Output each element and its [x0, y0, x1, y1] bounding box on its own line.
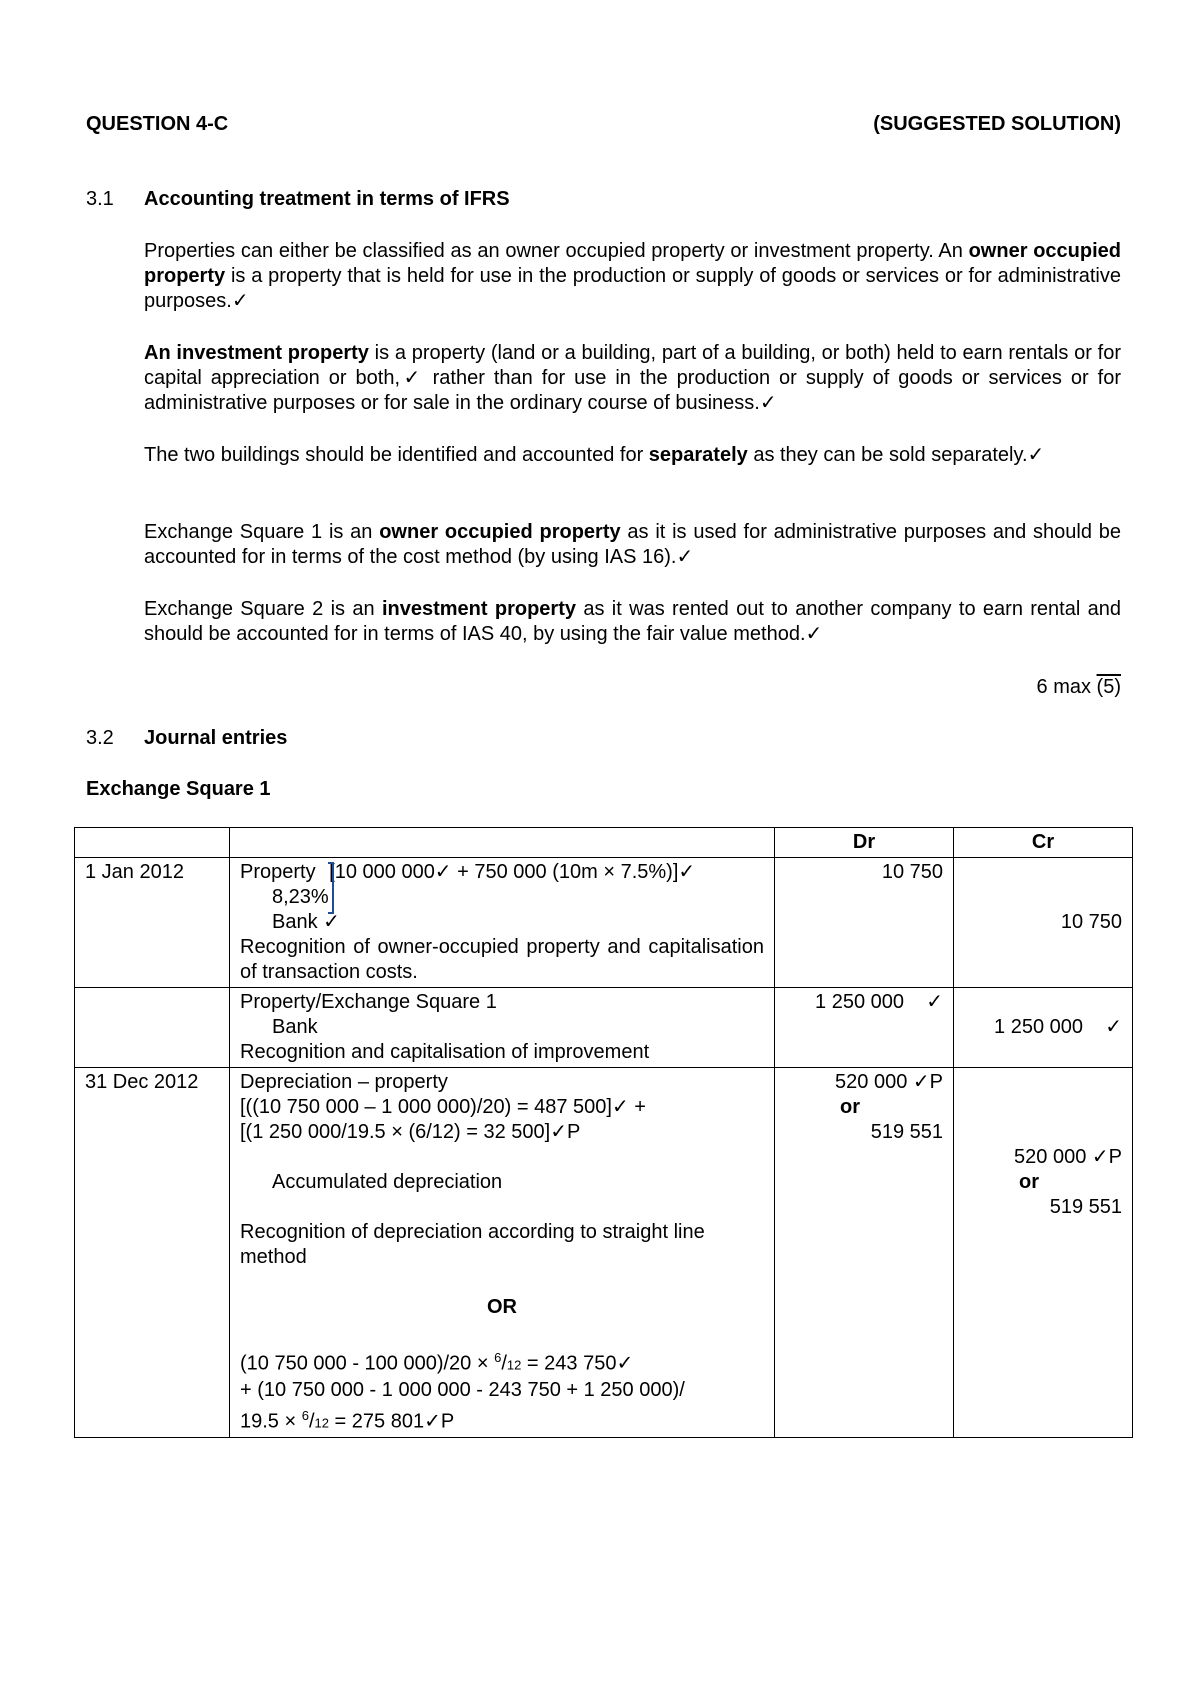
row1-narration: Recognition of owner-occupied property and capitalisation of transaction costs.: [240, 936, 764, 983]
p4-bold: owner occupied property: [379, 521, 621, 543]
p1-bold: owner occupied property: [144, 240, 1121, 287]
alt1-numerator: 6: [494, 1350, 502, 1365]
p3-text-a: The two buildings should be identified and accounted for: [144, 444, 649, 466]
alt1-text-b: = 243 750✓: [521, 1352, 634, 1375]
p1-text-a: Properties can either be classified as an owner occupied property or investment property. An: [144, 240, 969, 262]
table-row: [75, 988, 1133, 1068]
mark-value: (5): [1096, 676, 1121, 698]
header-date-cell: [75, 828, 230, 858]
alt3-text-b: = 275 801✓P: [328, 1410, 455, 1433]
row2-cr: 1 250 000 ✓: [994, 1016, 1122, 1038]
row3-narration: Recognition of depreciation according to straight line method: [240, 1221, 705, 1268]
row3-dr-cell: [775, 1068, 954, 1438]
p5-bold: investment property: [381, 598, 576, 620]
solution-label: (SUGGESTED SOLUTION): [873, 113, 1121, 135]
row1-account: Property: [240, 861, 322, 883]
row2-date: [75, 988, 230, 1068]
row3-dr-or: or: [840, 1096, 860, 1118]
paragraph-classification: [144, 239, 1121, 314]
section-title-3-2: Journal entries: [144, 727, 288, 749]
alt1-text-a: (10 750 000 - 100 000)/20 ×: [240, 1352, 495, 1375]
row3-account: Depreciation – property: [240, 1071, 448, 1093]
mark-prefix: 6 max: [1036, 676, 1097, 698]
paragraph-investment-property: [144, 341, 1121, 416]
row3-calc-1: [((10 750 000 – 1 000 000)/20) = 487 500]✓ +: [240, 1096, 646, 1118]
row2-account: Property/Exchange Square 1: [240, 991, 497, 1013]
header-description-cell: [230, 828, 775, 858]
section-mark: [1037, 676, 1121, 699]
subtitle-exchange-square-1: Exchange Square 1: [86, 778, 271, 800]
row3-cr-main: 520 000 ✓P: [1014, 1146, 1122, 1168]
row2-credit-account: Bank: [272, 1016, 318, 1038]
p3-bold: separately: [648, 444, 748, 466]
section-title-3-1: Accounting treatment in terms of IFRS: [144, 188, 510, 210]
header-cr: Cr: [954, 828, 1133, 858]
row3-cr-alt: 519 551: [1049, 1196, 1122, 1218]
section-number-3-2: 3.2: [86, 727, 114, 749]
row1-percentage: 8,23%: [272, 886, 329, 908]
p4-text-b: as it is used for administrative purposes and should be accounted for in terms of the cost method (by using IAS 16).✓: [144, 521, 1122, 568]
row2-cr-cell: [954, 988, 1133, 1068]
alt3-numerator: 6: [301, 1407, 309, 1423]
p3-text-b: as they can be sold separately.✓: [747, 444, 1045, 466]
paragraph-exchange-square-1: [144, 520, 1121, 570]
row3-dr-main: 520 000 ✓P: [835, 1071, 943, 1093]
row3-cr-cell: [954, 1068, 1133, 1438]
p4-text-a: Exchange Square 1 is an: [144, 521, 380, 543]
header-dr: Dr: [775, 828, 954, 858]
row3-description: [230, 1068, 775, 1438]
alt1-separator: /: [501, 1352, 507, 1375]
paragraph-separately: [144, 443, 1121, 468]
p2-text: is a property (land or a building, part of a building, or both) held to earn rentals or for capital appreciation or both,✓ rather than for use in the production or supply of goods or services or for administrative purposes or for sale in the ordinary course of business.✓: [144, 342, 1122, 414]
p5-text-b: as it was rented out to another company to earn rental and should be accounted for in terms of IAS 40, by using the fair value method.✓: [144, 598, 1122, 645]
row3-alt-2: + (10 750 000 - 1 000 000 - 243 750 + 1 250 000)/: [240, 1378, 685, 1401]
row1-calc: [10 000 000✓ + 750 000 (10m × 7.5%)]✓: [329, 861, 696, 883]
row3-alt-3: [240, 1403, 764, 1436]
row3-cr-or: or: [1019, 1171, 1039, 1193]
question-title: QUESTION 4-C: [86, 113, 229, 135]
table-row: [75, 1068, 1133, 1438]
row2-dr: 1 250 000 ✓: [775, 988, 954, 1068]
row1-bracket: [328, 862, 334, 914]
row1-date: 1 Jan 2012: [75, 858, 230, 988]
row3-dr-alt: 519 551: [870, 1121, 943, 1143]
row2-narration: Recognition and capitalisation of improvement: [240, 1041, 650, 1063]
row3-calc-2: [(1 250 000/19.5 × (6/12) = 32 500]✓P: [240, 1121, 581, 1143]
paragraph-exchange-square-2: [144, 597, 1121, 647]
row3-or-label: OR: [487, 1296, 517, 1318]
p5-text-a: Exchange Square 2 is an: [144, 598, 382, 620]
row1-cr-cell: [954, 858, 1133, 988]
p1-text-b: is a property that is held for use in the production or supply of goods or services or for administrative purposes.✓: [144, 265, 1121, 312]
table-header-row: [75, 828, 1133, 858]
journal-table: [74, 827, 1133, 1438]
alt3-text-a: 19.5 ×: [240, 1410, 302, 1433]
row1-credit-account: Bank ✓: [272, 911, 340, 933]
row2-description: [230, 988, 775, 1068]
row1-dr: 10 750: [775, 858, 954, 988]
row3-date: 31 Dec 2012: [75, 1068, 230, 1438]
row1-description: [230, 858, 775, 988]
table-row: [75, 858, 1133, 988]
row1-cr: 10 750: [1060, 911, 1122, 933]
alt3-separator: /: [308, 1410, 315, 1433]
section-number-3-1: 3.1: [86, 188, 114, 210]
alt3-denominator: 12: [314, 1415, 329, 1431]
row3-alt-1: [240, 1345, 764, 1378]
row3-credit-account: Accumulated depreciation: [272, 1171, 503, 1193]
p2-bold: An investment property: [144, 342, 369, 364]
alt1-denominator: 12: [506, 1357, 522, 1373]
page-header: [86, 113, 1121, 136]
